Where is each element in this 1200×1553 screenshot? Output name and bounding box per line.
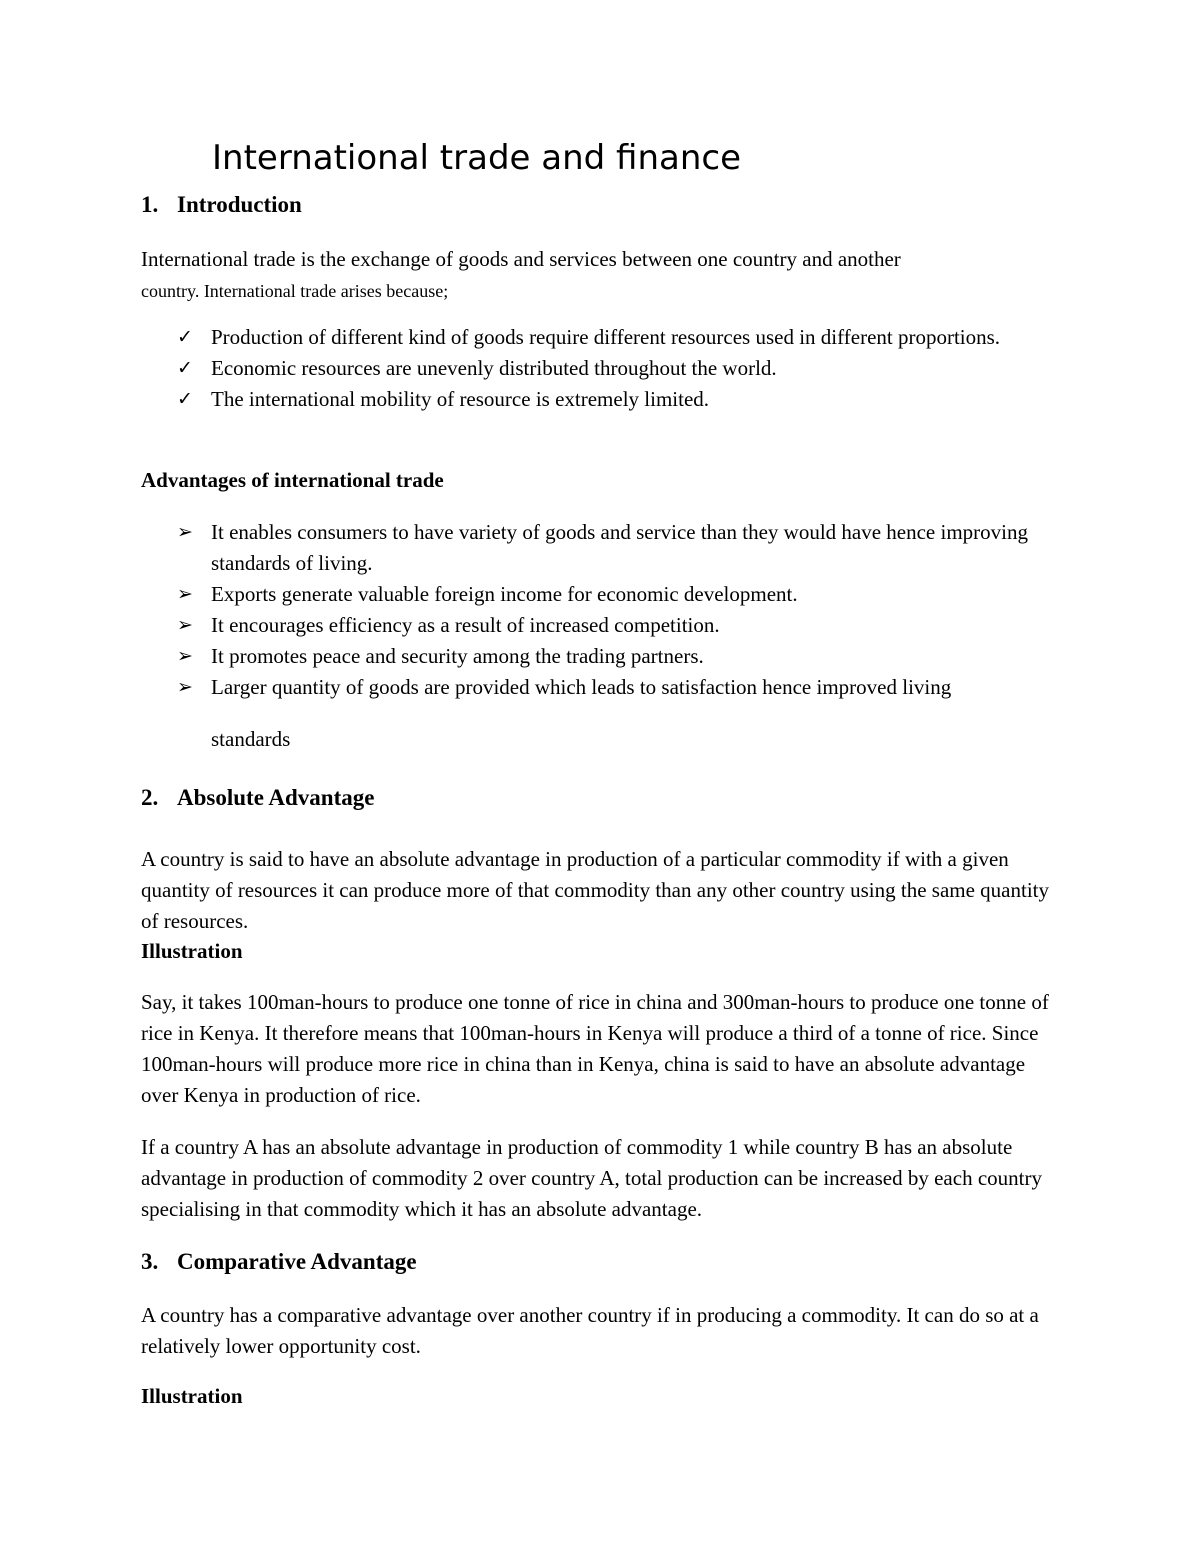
absolute-illustration-heading: Illustration [141, 939, 243, 963]
check-icon: ✓ [177, 326, 193, 348]
advantage-text: Larger quantity of goods are provided which leads to satisfaction hence improved living [211, 675, 952, 699]
list-item [141, 641, 1066, 672]
section-title: Absolute Advantage [177, 785, 375, 810]
advantages-heading: Advantages of international trade [141, 468, 444, 492]
list-item [141, 384, 1066, 415]
section-heading-absolute-advantage [141, 785, 374, 811]
arrowhead-icon: ➢ [177, 583, 193, 605]
document-title: International trade and finance [212, 138, 741, 178]
comparative-illustration-heading: Illustration [141, 1384, 243, 1408]
advantage-text: It encourages efficiency as a result of increased competition. [211, 613, 720, 637]
advantage-text: It enables consumers to have variety of goods and service than they would have hence improving standards of living. [211, 520, 1029, 575]
section-number: 1. [141, 192, 159, 217]
advantages-tail-text: standards [211, 727, 291, 751]
section-title: Comparative Advantage [177, 1249, 417, 1274]
absolute-specialisation-text: If a country A has an absolute advantage in production of commodity 1 while country B has an absolute advantage in production of commodity 2 over country A, total production can be increased by each country specialising in that commodity which it has an absolute advantage. [141, 1135, 1042, 1221]
arrowhead-icon: ➢ [177, 676, 193, 698]
list-item [141, 579, 1066, 610]
section-heading-introduction [141, 192, 302, 218]
reasons-list [141, 322, 1066, 415]
list-item [141, 353, 1066, 384]
check-icon: ✓ [177, 357, 193, 379]
comparative-definition: A country has a comparative advantage over another country if in producing a commodity. It can do so at a relatively lower opportunity cost. [141, 1303, 1039, 1358]
reason-text: Economic resources are unevenly distributed throughout the world. [211, 356, 777, 380]
arrowhead-icon: ➢ [177, 521, 193, 543]
absolute-illustration-text: Say, it takes 100man-hours to produce one tonne of rice in china and 300man-hours to produce one tonne of rice in Kenya. It therefore means that 100man-hours in Kenya will produce a third of a tonne of rice. Since 100man-hours will produce more rice in china than in Kenya, china is said to have an absolute advantage over Kenya in production of rice. [141, 990, 1049, 1107]
list-item [141, 517, 1066, 579]
advantage-text: Exports generate valuable foreign income for economic development. [211, 582, 798, 606]
advantage-text: It promotes peace and security among the trading partners. [211, 644, 704, 668]
intro-line-2: country. International trade arises because; [141, 281, 449, 301]
arrowhead-icon: ➢ [177, 614, 193, 636]
section-heading-comparative-advantage [141, 1249, 417, 1275]
list-item [141, 672, 1066, 703]
section-title: Introduction [177, 192, 302, 217]
section-number: 3. [141, 1249, 159, 1274]
section-number: 2. [141, 785, 159, 810]
absolute-definition: A country is said to have an absolute advantage in production of a particular commodity if with a given quantity of resources it can produce more of that commodity than any other country using the same quantity of resources. [141, 847, 1050, 933]
arrowhead-icon: ➢ [177, 645, 193, 667]
check-icon: ✓ [177, 388, 193, 410]
intro-paragraph [141, 244, 1066, 307]
reason-text: Production of different kind of goods require different resources used in different proportions. [211, 325, 1001, 349]
reason-text: The international mobility of resource is extremely limited. [211, 387, 710, 411]
intro-line-1: International trade is the exchange of goods and services between one country and another [141, 247, 901, 271]
advantages-list [141, 517, 1066, 703]
list-item [141, 322, 1066, 353]
list-item [141, 610, 1066, 641]
